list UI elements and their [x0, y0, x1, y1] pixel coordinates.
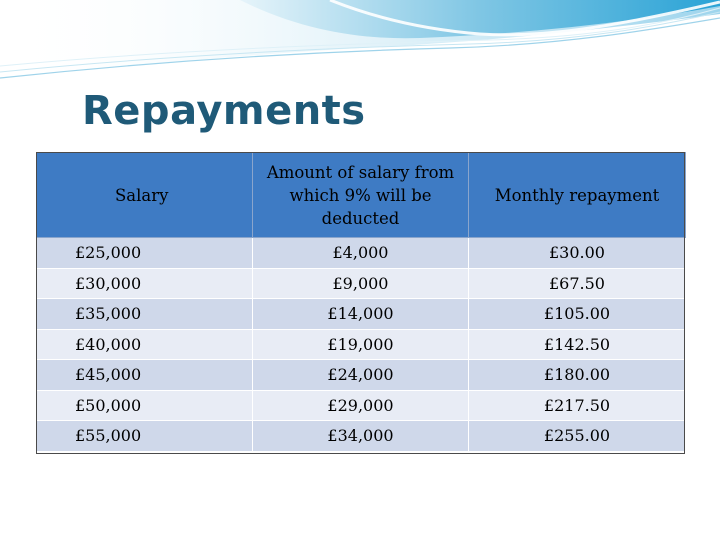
amount-cell: £9,000 [253, 268, 469, 299]
table-row [37, 268, 686, 299]
column-header-monthly-repayment: Monthly repayment [469, 153, 686, 238]
repayment-cell: £105.00 [469, 299, 686, 330]
repayment-cell: £217.50 [469, 390, 686, 421]
table-row [37, 360, 686, 391]
salary-cell: £50,000 [37, 390, 253, 421]
amount-cell: £4,000 [253, 238, 469, 269]
decorative-swoosh-header [0, 0, 720, 100]
amount-cell: £19,000 [253, 329, 469, 360]
table-row [37, 390, 686, 421]
repayment-cell: £255.00 [469, 421, 686, 452]
salary-cell: £35,000 [37, 299, 253, 330]
repayment-cell: £180.00 [469, 360, 686, 391]
salary-cell: £45,000 [37, 360, 253, 391]
amount-cell: £14,000 [253, 299, 469, 330]
repayments-table [36, 152, 686, 452]
salary-cell: £55,000 [37, 421, 253, 452]
repayment-cell: £142.50 [469, 329, 686, 360]
repayment-cell: £67.50 [469, 268, 686, 299]
amount-cell: £24,000 [253, 360, 469, 391]
amount-cell: £29,000 [253, 390, 469, 421]
table-row [37, 238, 686, 269]
column-header-amount: Amount of salary from which 9% will be deducted [253, 153, 469, 238]
page-title: Repayments [82, 88, 366, 134]
repayment-cell: £30.00 [469, 238, 686, 269]
table-header-row [37, 153, 686, 238]
table-row [37, 329, 686, 360]
table-row [37, 299, 686, 330]
amount-cell: £34,000 [253, 421, 469, 452]
salary-cell: £40,000 [37, 329, 253, 360]
table-row [37, 421, 686, 452]
repayments-table-container [36, 152, 685, 452]
salary-cell: £30,000 [37, 268, 253, 299]
column-header-salary: Salary [37, 153, 253, 238]
salary-cell: £25,000 [37, 238, 253, 269]
